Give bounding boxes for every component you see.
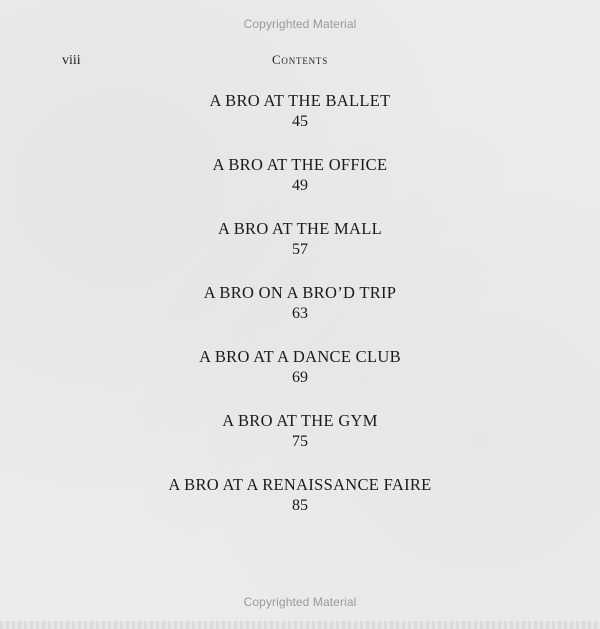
toc-entry-page: 75 [292,433,308,450]
toc-entry-page: 49 [292,177,308,194]
toc-entry-page: 57 [292,241,308,258]
toc-entry [0,282,600,346]
toc-entry-title: A BRO AT THE GYM [222,411,378,430]
toc-entry [0,410,600,474]
page-bottom-edge [0,621,600,629]
toc-entry-page: 69 [292,369,308,386]
toc-entry-page: 63 [292,305,308,322]
page-number: viii [62,53,81,68]
copyright-watermark-top: Copyrighted Material [243,17,357,31]
toc-entry-title: A BRO AT THE BALLET [209,91,391,110]
running-head: Contents [271,52,329,67]
toc-entry [0,90,600,154]
toc-entry-title: A BRO AT THE MALL [217,219,382,238]
table-of-contents [0,90,600,538]
toc-entry-title: A BRO AT A RENAISSANCE FAIRE [168,475,432,494]
toc-entry-title: A BRO AT THE OFFICE [212,155,388,174]
toc-entry-title: A BRO AT A DANCE CLUB [199,347,401,366]
toc-entry-title: A BRO ON A BRO’D TRIP [203,283,397,302]
toc-entry-page: 85 [292,497,308,514]
copyright-watermark-bottom: Copyrighted Material [243,595,357,609]
toc-entry [0,218,600,282]
toc-entry-page: 45 [292,113,308,130]
toc-entry [0,346,600,410]
toc-entry [0,154,600,218]
toc-entry [0,474,600,538]
